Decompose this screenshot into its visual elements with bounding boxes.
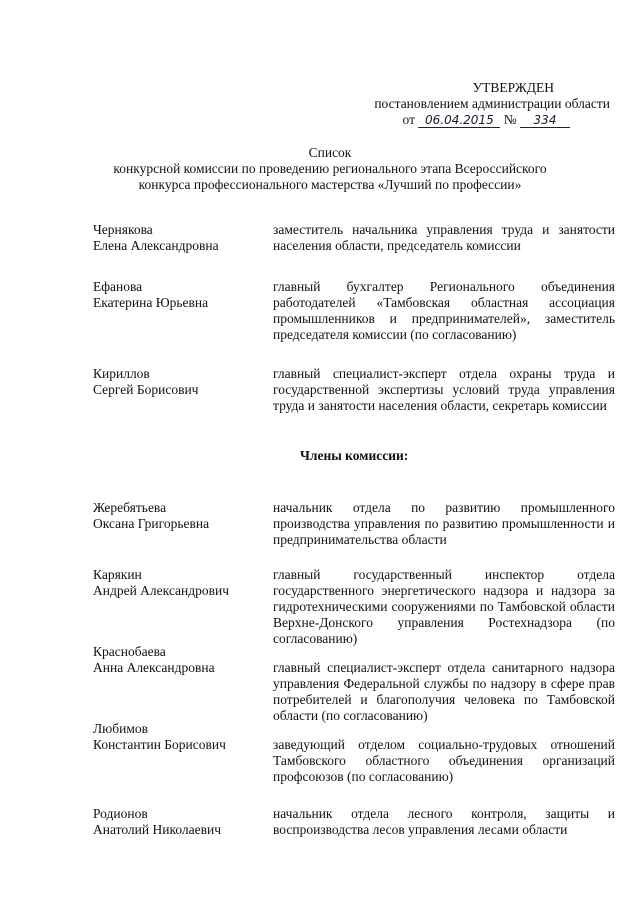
- number-label: №: [503, 112, 517, 127]
- person-role: главный специалист-эксперт отдела санитарного надзора управления Федеральной службы по надзору в сфере прав потребителей и благополучия человека по Тамбовской области (по согласованию): [273, 660, 615, 723]
- title-line-1: Список: [308, 145, 352, 160]
- title-line-2: конкурсной комиссии по проведению регионального этапа Всероссийского: [113, 161, 547, 176]
- person-role: главный специалист-эксперт отдела охраны труда и государственной экспертизы условий труда управления труда и занятости населения области, секретарь комиссии: [273, 366, 615, 413]
- person-name: [93, 500, 268, 532]
- person-given-name: Оксана Григорьевна: [93, 516, 210, 531]
- approved-by-label: постановлением администрации области: [374, 96, 610, 111]
- approval-number: 334: [520, 114, 570, 128]
- person-given-name: Сергей Борисович: [93, 382, 199, 397]
- person-surname: Любимов: [93, 721, 149, 736]
- person-surname: Ефанова: [93, 279, 143, 294]
- person-role: заведующий отделом социально-трудовых отношений Тамбовского областного объединения организаций профсоюзов (по согласованию): [273, 737, 615, 784]
- person-given-name: Андрей Александрович: [93, 583, 230, 598]
- person-given-name: Константин Борисович: [93, 737, 226, 752]
- person-name: [93, 366, 268, 398]
- title-line-3: конкурса профессионального мастерства «Лучший по профессии»: [138, 177, 522, 192]
- person-role: заместитель начальника управления труда и занятости населения области, председатель комиссии: [273, 222, 615, 253]
- person-surname: Карякин: [93, 567, 142, 582]
- approval-date: 06.04.2015: [418, 114, 500, 128]
- person-role: главный государственный инспектор отдела государственного энергетического надзора и надзора за гидротехническими сооружениями по Тамбовской области Верхне-Донского управления Ростехнадзора (по согласованию): [273, 567, 615, 646]
- person-surname: Кириллов: [93, 366, 150, 381]
- person-name: [93, 222, 268, 254]
- person-role: главный бухгалтер Регионального объединения работодателей «Тамбовская областная ассоциация промышленников и предпринимателей», заместитель председателя комиссии (по согласованию): [273, 279, 615, 342]
- approval-date-number: [360, 112, 610, 128]
- person-name: [93, 721, 268, 753]
- person-given-name: Екатерина Юрьевна: [93, 295, 209, 310]
- person-surname: Чернякова: [93, 222, 153, 237]
- person-role: начальник отдела лесного контроля, защиты и воспроизводства лесов управления лесами области: [273, 806, 615, 837]
- from-label: от: [402, 112, 415, 127]
- person-name: [93, 279, 268, 311]
- person-role: начальник отдела по развитию промышленного производства управления по развитию промышленности и предпринимательства области: [273, 500, 615, 547]
- person-given-name: Елена Александровна: [93, 238, 219, 253]
- members-heading: Члены комиссии:: [300, 448, 409, 463]
- person-given-name: Анатолий Николаевич: [93, 822, 221, 837]
- document-title: [40, 145, 620, 193]
- approved-label: УТВЕРЖДЕН: [472, 80, 554, 95]
- person-name: [93, 567, 268, 599]
- person-surname: Краснобаева: [93, 644, 166, 659]
- approval-stamp: [360, 80, 610, 128]
- person-name: [93, 806, 268, 838]
- person-surname: Жеребятьева: [93, 500, 167, 515]
- person-name: [93, 644, 268, 676]
- person-surname: Родионов: [93, 806, 148, 821]
- person-given-name: Анна Александровна: [93, 660, 215, 675]
